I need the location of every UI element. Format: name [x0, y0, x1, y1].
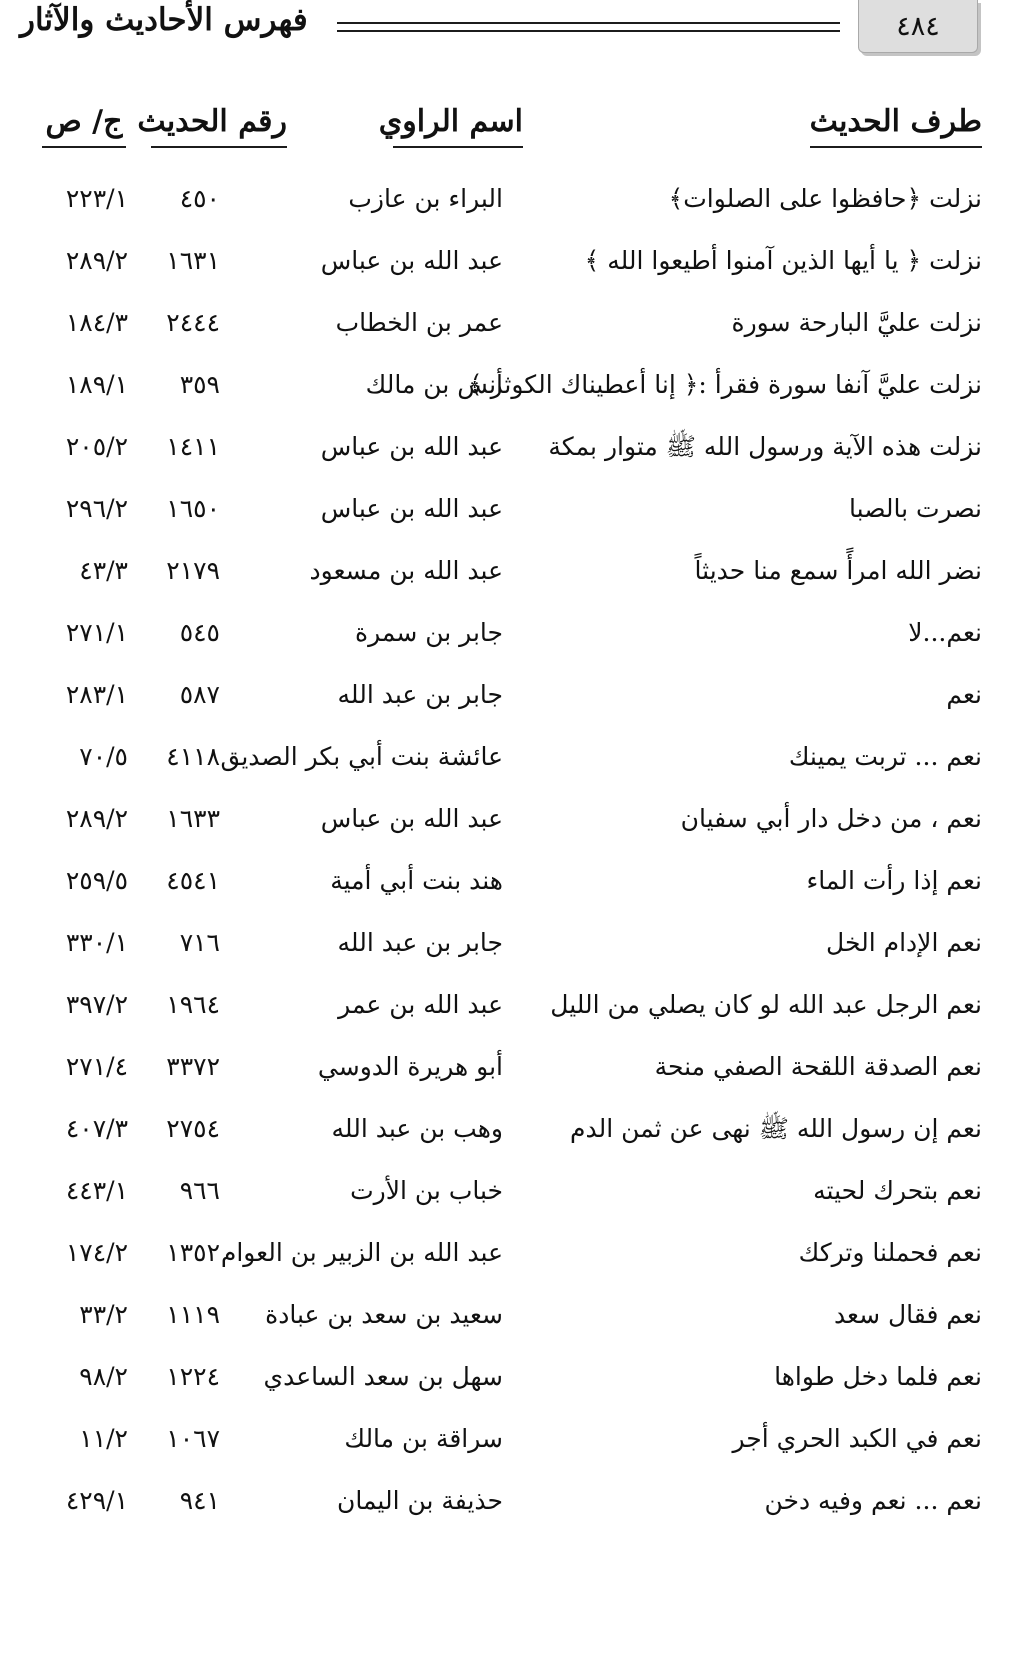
index-table	[0, 168, 1010, 1532]
narrator-name: خباب بن الأرت	[350, 1176, 503, 1205]
volume-page-ref: ٢٧١/٤	[65, 1052, 128, 1081]
hadith-text: نعم فحملنا وتركك	[798, 1238, 982, 1267]
hadith-text: نزلت هذه الآية ورسول الله ﷺ متوار بمكة	[548, 432, 982, 461]
hadith-number: ٤١١٨	[166, 742, 220, 771]
narrator-name: عائشة بنت أبي بكر الصديق	[220, 742, 503, 771]
hadith-number: ١٠٦٧	[166, 1424, 220, 1453]
table-row	[0, 602, 1010, 664]
page-number: ٤٨٤	[896, 10, 940, 42]
table-row	[0, 416, 1010, 478]
hadith-text: نعم فقال سعد	[833, 1300, 982, 1329]
table-row	[0, 1346, 1010, 1408]
page-number-badge	[858, 0, 978, 53]
narrator-name: جابر بن عبد الله	[337, 680, 503, 709]
volume-page-ref: ٢٥٩/٥	[65, 866, 128, 895]
volume-page-ref: ٤٠٧/٣	[65, 1114, 128, 1143]
hadith-text: نضر الله امرأً سمع منا حديثاً	[694, 556, 982, 585]
column-header-hadith: طرف الحديث	[810, 100, 982, 148]
table-row	[0, 850, 1010, 912]
narrator-name: جابر بن سمرة	[355, 618, 503, 647]
narrator-name: عبد الله بن عباس	[320, 246, 503, 275]
table-row	[0, 1222, 1010, 1284]
table-row	[0, 1160, 1010, 1222]
header-rule	[337, 30, 840, 32]
hadith-text: نزلت عليَّ آنفا سورة فقرأ :﴿ إنا أعطيناك الكوثر ﴾	[468, 370, 982, 399]
header-rule	[337, 22, 840, 24]
hadith-number: ٩٤١	[179, 1486, 220, 1515]
table-row	[0, 974, 1010, 1036]
hadith-text: نزلت ﴿حافظوا على الصلوات﴾	[668, 184, 982, 213]
hadith-text: نصرت بالصبا	[849, 494, 982, 523]
column-header-narrator: اسم الراوي	[393, 100, 523, 148]
volume-page-ref: ١٧٤/٢	[65, 1238, 128, 1267]
volume-page-ref: ٤٢٩/١	[65, 1486, 128, 1515]
table-row	[0, 1408, 1010, 1470]
hadith-number: ٣٣٧٢	[166, 1052, 220, 1081]
volume-page-ref: ٩٨/٢	[79, 1362, 128, 1391]
narrator-name: سعيد بن سعد بن عبادة	[265, 1300, 503, 1329]
narrator-name: وهب بن عبد الله	[331, 1114, 503, 1143]
hadith-number: ٤٥٤١	[166, 866, 220, 895]
hadith-text: نعم	[946, 680, 982, 709]
table-row	[0, 1284, 1010, 1346]
hadith-text: نعم إن رسول الله ﷺ نهى عن ثمن الدم	[570, 1114, 982, 1143]
volume-page-ref: ٣٣٠/١	[65, 928, 128, 957]
narrator-name: عبد الله بن عباس	[320, 804, 503, 833]
hadith-text: نعم الإدام الخل	[826, 928, 982, 957]
volume-page-ref: ٣٩٧/٢	[65, 990, 128, 1019]
hadith-text: نزلت ﴿ يا أيها الذين آمنوا أطيعوا الله ﴾	[584, 246, 982, 275]
volume-page-ref: ٢٨٩/٢	[65, 246, 128, 275]
narrator-name: عبد الله بن عباس	[320, 494, 503, 523]
narrator-name: أبو هريرة الدوسي	[317, 1052, 503, 1081]
hadith-text: نعم...لا	[908, 618, 982, 647]
hadith-text: نعم فلما دخل طواها	[774, 1362, 982, 1391]
narrator-name: سراقة بن مالك	[344, 1424, 503, 1453]
hadith-number: ١١١٩	[166, 1300, 220, 1329]
volume-page-ref: ٤٣/٣	[79, 556, 128, 585]
column-header-number: رقم الحديث	[151, 100, 287, 148]
hadith-number: ١٤١١	[166, 432, 220, 461]
hadith-number: ١٣٥٢	[166, 1238, 220, 1267]
hadith-number: ١٦٣١	[166, 246, 220, 275]
hadith-number: ١٦٣٣	[166, 804, 220, 833]
table-row	[0, 788, 1010, 850]
volume-page-ref: ٢٧١/١	[65, 618, 128, 647]
hadith-number: ١٦٥٠	[166, 494, 220, 523]
volume-page-ref: ١٨٩/١	[65, 370, 128, 399]
hadith-number: ٩٦٦	[179, 1176, 220, 1205]
hadith-number: ٤٥٠	[179, 184, 220, 213]
narrator-name: عبد الله بن الزبير بن العوام	[220, 1238, 503, 1267]
volume-page-ref: ٢٨٩/٢	[65, 804, 128, 833]
hadith-number: ٧١٦	[179, 928, 220, 957]
narrator-name: حذيفة بن اليمان	[336, 1486, 503, 1515]
table-row	[0, 540, 1010, 602]
table-row	[0, 912, 1010, 974]
table-row	[0, 1470, 1010, 1532]
hadith-text: نعم في الكبد الحري أجر	[732, 1424, 982, 1453]
table-row	[0, 1036, 1010, 1098]
table-row	[0, 1098, 1010, 1160]
hadith-text: نعم ، من دخل دار أبي سفيان	[680, 804, 982, 833]
hadith-text: نعم بتحرك لحيته	[813, 1176, 982, 1205]
volume-page-ref: ٣٣/٢	[79, 1300, 128, 1329]
narrator-name: هند بنت أبي أمية	[330, 866, 503, 895]
narrator-name: عبد الله بن مسعود	[309, 556, 503, 585]
narrator-name: أنس بن مالك	[365, 370, 503, 399]
volume-page-ref: ٤٤٣/١	[65, 1176, 128, 1205]
hadith-number: ٢١٧٩	[166, 556, 220, 585]
narrator-name: عبد الله بن عمر	[338, 990, 503, 1019]
narrator-name: البراء بن عازب	[348, 184, 503, 213]
page-title: فهرس الأحاديث والآثار	[20, 2, 308, 38]
hadith-text: نزلت عليَّ البارحة سورة	[731, 308, 982, 337]
volume-page-ref: ٢٠٥/٢	[65, 432, 128, 461]
column-header-ref: ج/ ص	[42, 100, 126, 148]
table-row	[0, 354, 1010, 416]
hadith-text: نعم إذا رأت الماء	[806, 866, 982, 895]
table-row	[0, 292, 1010, 354]
hadith-number: ٢٤٤٤	[166, 308, 220, 337]
hadith-text: نعم ... تربت يمينك	[788, 742, 982, 771]
table-row	[0, 478, 1010, 540]
narrator-name: عمر بن الخطاب	[335, 308, 503, 337]
hadith-number: ٥٨٧	[179, 680, 220, 709]
volume-page-ref: ١٨٤/٣	[65, 308, 128, 337]
table-row	[0, 726, 1010, 788]
table-row	[0, 664, 1010, 726]
hadith-number: ١٢٢٤	[166, 1362, 220, 1391]
hadith-number: ٥٤٥	[179, 618, 220, 647]
page-header	[0, 0, 1010, 70]
narrator-name: جابر بن عبد الله	[337, 928, 503, 957]
narrator-name: سهل بن سعد الساعدي	[263, 1362, 503, 1391]
hadith-text: نعم ... نعم وفيه دخن	[764, 1486, 982, 1515]
table-row	[0, 230, 1010, 292]
hadith-number: ٣٥٩	[179, 370, 220, 399]
volume-page-ref: ٢٢٣/١	[65, 184, 128, 213]
table-row	[0, 168, 1010, 230]
volume-page-ref: ١١/٢	[79, 1424, 128, 1453]
volume-page-ref: ٢٩٦/٢	[65, 494, 128, 523]
volume-page-ref: ٢٨٣/١	[65, 680, 128, 709]
narrator-name: عبد الله بن عباس	[320, 432, 503, 461]
hadith-text: نعم الصدقة اللقحة الصفي منحة	[654, 1052, 982, 1081]
hadith-text: نعم الرجل عبد الله لو كان يصلي من الليل	[550, 990, 982, 1019]
hadith-number: ١٩٦٤	[166, 990, 220, 1019]
volume-page-ref: ٧٠/٥	[79, 742, 128, 771]
hadith-number: ٢٧٥٤	[166, 1114, 220, 1143]
